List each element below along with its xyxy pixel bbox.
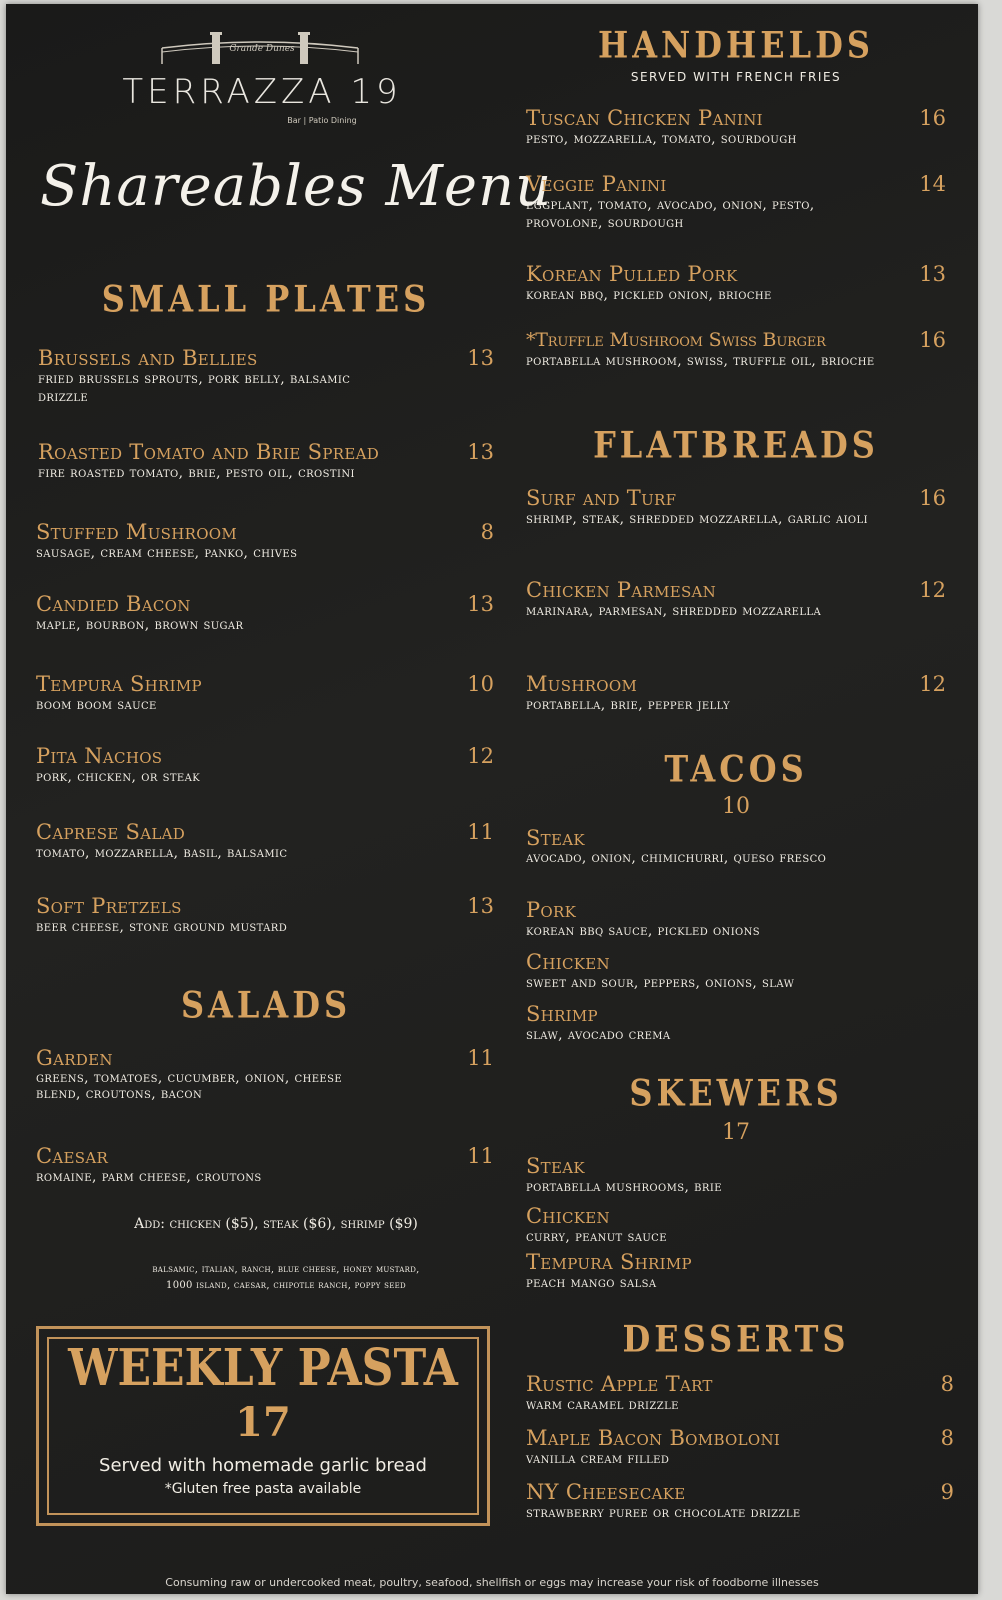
item-name: Roasted Tomato and Brie Spread (38, 440, 380, 464)
item-desc: pork, chicken, or steak (36, 769, 201, 785)
brand-name: TERRAZZA 19 (122, 72, 402, 112)
skewers-price: 17 (722, 1120, 750, 1145)
dressings-line-2: 1000 island, caesar, chipotle ranch, poppy seed (166, 1280, 406, 1291)
item-name: Steak (526, 826, 585, 850)
item-price: 8 (940, 1372, 954, 1396)
skewers-title: SKEWERS (629, 1071, 843, 1115)
salad-dressings (56, 1262, 516, 1294)
item-name: Surf and Turf (526, 486, 677, 510)
flatbreads-title: FLATBREADS (593, 423, 879, 467)
item-desc: romaine, parm cheese, croutons (36, 1169, 262, 1185)
item-name: Stuffed Mushroom (36, 520, 238, 544)
handhelds-title: HANDHELDS (597, 23, 875, 67)
item-name: Mushroom (526, 672, 638, 696)
item-desc: curry, peanut sauce (526, 1229, 667, 1245)
menu-item (526, 1154, 946, 1196)
item-name: Tempura Shrimp (526, 1250, 692, 1274)
weekly-pasta-title: WEEKLY PASTA (68, 1339, 458, 1398)
item-name: *Truffle Mushroom Swiss Burger (526, 329, 826, 351)
item-name: Shrimp (526, 1002, 598, 1026)
item-desc: portabella mushroom, swiss, truffle oil, brioche (526, 353, 875, 369)
menu-item (38, 440, 494, 482)
brand-script: Grande Dunes (229, 44, 295, 54)
item-price: 13 (467, 440, 494, 464)
item-desc: portabella, brie, pepper jelly (526, 697, 731, 713)
item-desc: slaw, avocado crema (526, 1027, 671, 1043)
item-desc: vanilla cream filled (526, 1451, 670, 1467)
item-price: 12 (919, 672, 946, 696)
item-desc: marinara, parmesan, shredded mozzarella (526, 603, 822, 619)
item-price: 13 (467, 592, 494, 616)
menu-item (36, 894, 494, 936)
menu-item (526, 672, 946, 714)
menu-item (526, 826, 946, 866)
weekly-pasta-box (36, 1326, 490, 1526)
item-desc: avocado, onion, chimichurri, queso fresco (526, 850, 827, 866)
item-desc: pesto, mozzarella, tomato, sourdough (526, 131, 797, 147)
item-desc: korean bbq sauce, pickled onions (526, 923, 761, 939)
menu-item (38, 346, 494, 406)
item-desc: beer cheese, stone ground mustard (36, 919, 288, 935)
item-name: Candied Bacon (36, 592, 191, 616)
item-price: 11 (467, 820, 494, 844)
tacos-title: TACOS (664, 747, 808, 791)
food-safety-footer: Consuming raw or undercooked meat, poultry, seafood, shellfish or eggs may increase your risk of foodborne illnesses (165, 1576, 819, 1589)
menu-item (36, 592, 494, 634)
dressings-line-1: balsamic, italian, ranch, blue cheese, honey mustard, (152, 1264, 420, 1275)
item-desc: greens, tomatoes, cucumber, onion, cheese blend, croutons, bacon (36, 1070, 343, 1102)
menu-item (526, 1426, 954, 1468)
item-price: 13 (467, 894, 494, 918)
item-name: Chicken (526, 1204, 610, 1228)
item-desc: maple, bourbon, brown sugar (36, 617, 244, 633)
item-name: Chicken (526, 950, 610, 974)
item-name: Caprese Salad (36, 820, 186, 844)
item-name: Maple Bacon Bomboloni (526, 1426, 781, 1450)
menu-item (36, 672, 494, 714)
item-desc: shrimp, steak, shredded mozzarella, garlic aioli (526, 511, 868, 527)
salad-addons: Add: chicken ($5), steak ($6), shrimp ($9) (134, 1216, 418, 1232)
menu-item (526, 578, 946, 620)
item-name: Soft Pretzels (36, 894, 182, 918)
menu-item (526, 950, 946, 992)
menu-item (36, 744, 494, 786)
item-name: Korean Pulled Pork (526, 262, 738, 286)
menu-item (526, 1204, 946, 1246)
item-price: 13 (467, 346, 494, 370)
item-price: 8 (480, 520, 494, 544)
menu-title: Shareables Menu (40, 154, 553, 219)
weekly-pasta-gluten-note: *Gluten free pasta available (164, 1481, 362, 1497)
item-price: 10 (467, 672, 494, 696)
item-desc: fried brussels sprouts, pork belly, balsamic drizzle (38, 371, 351, 405)
item-desc: portabella mushrooms, brie (526, 1179, 722, 1195)
small-plates-title: SMALL PLATES (101, 277, 431, 321)
weekly-pasta-price: 17 (235, 1399, 291, 1446)
weekly-pasta-note: Served with homemade garlic bread (99, 1455, 427, 1476)
item-price: 8 (940, 1426, 954, 1450)
item-desc: tomato, mozzarella, basil, balsamic (36, 845, 288, 861)
desserts-title: DESSERTS (622, 1317, 850, 1361)
item-price: 14 (919, 172, 946, 196)
item-price: 16 (919, 486, 946, 510)
menu-item (526, 898, 946, 940)
item-desc: strawberry puree or chocolate drizzle (526, 1505, 801, 1521)
salads-title: SALADS (180, 983, 352, 1027)
item-desc: warm caramel drizzle (526, 1397, 679, 1413)
item-name: Brussels and Bellies (38, 346, 258, 370)
item-name: NY Cheesecake (526, 1480, 686, 1504)
menu-item (526, 1002, 946, 1044)
item-name: Chicken Parmesan (526, 578, 717, 602)
menu-item (36, 820, 494, 862)
menu-item (526, 1250, 946, 1292)
item-desc: fire roasted tomato, brie, pesto oil, crostini (38, 465, 355, 481)
item-price: 9 (940, 1480, 954, 1504)
menu-item (526, 262, 946, 304)
brand-logo (102, 30, 422, 140)
menu-item (526, 486, 946, 528)
menu-page (6, 4, 978, 1594)
item-price: 16 (919, 328, 946, 352)
menu-item (36, 1144, 494, 1186)
item-name: Veggie Panini (526, 172, 667, 196)
menu-item (526, 172, 946, 232)
item-name: Garden (36, 1046, 113, 1070)
item-name: Pork (526, 898, 577, 922)
menu-item (526, 1480, 954, 1522)
item-name: Rustic Apple Tart (526, 1372, 713, 1396)
item-name: Pita Nachos (36, 744, 163, 768)
menu-item (36, 1046, 494, 1102)
brand-subtitle: Bar | Patio Dining (287, 116, 357, 125)
item-price: 12 (467, 744, 494, 768)
item-price: 13 (919, 262, 946, 286)
item-price: 11 (467, 1144, 494, 1168)
item-price: 11 (467, 1046, 494, 1070)
item-desc: korean bbq, pickled onion, brioche (526, 287, 772, 303)
handhelds-note: SERVED WITH FRENCH FRIES (630, 70, 842, 84)
menu-item (526, 106, 946, 148)
item-desc: boom boom sauce (36, 697, 157, 713)
item-desc: peach mango salsa (526, 1275, 657, 1291)
menu-item (526, 1372, 954, 1414)
item-price: 12 (919, 578, 946, 602)
item-name: Tuscan Chicken Panini (526, 106, 763, 130)
item-desc: sausage, cream cheese, panko, chives (36, 545, 298, 561)
item-desc: sweet and sour, peppers, onions, slaw (526, 975, 795, 991)
item-name: Tempura Shrimp (36, 672, 202, 696)
item-desc: eggplant, tomato, avocado, onion, pesto, provolone, sourdough (526, 197, 815, 231)
menu-item (526, 328, 946, 370)
item-price: 16 (919, 106, 946, 130)
menu-item (36, 520, 494, 562)
tacos-price: 10 (722, 794, 750, 819)
item-name: Steak (526, 1154, 585, 1178)
item-name: Caesar (36, 1144, 109, 1168)
